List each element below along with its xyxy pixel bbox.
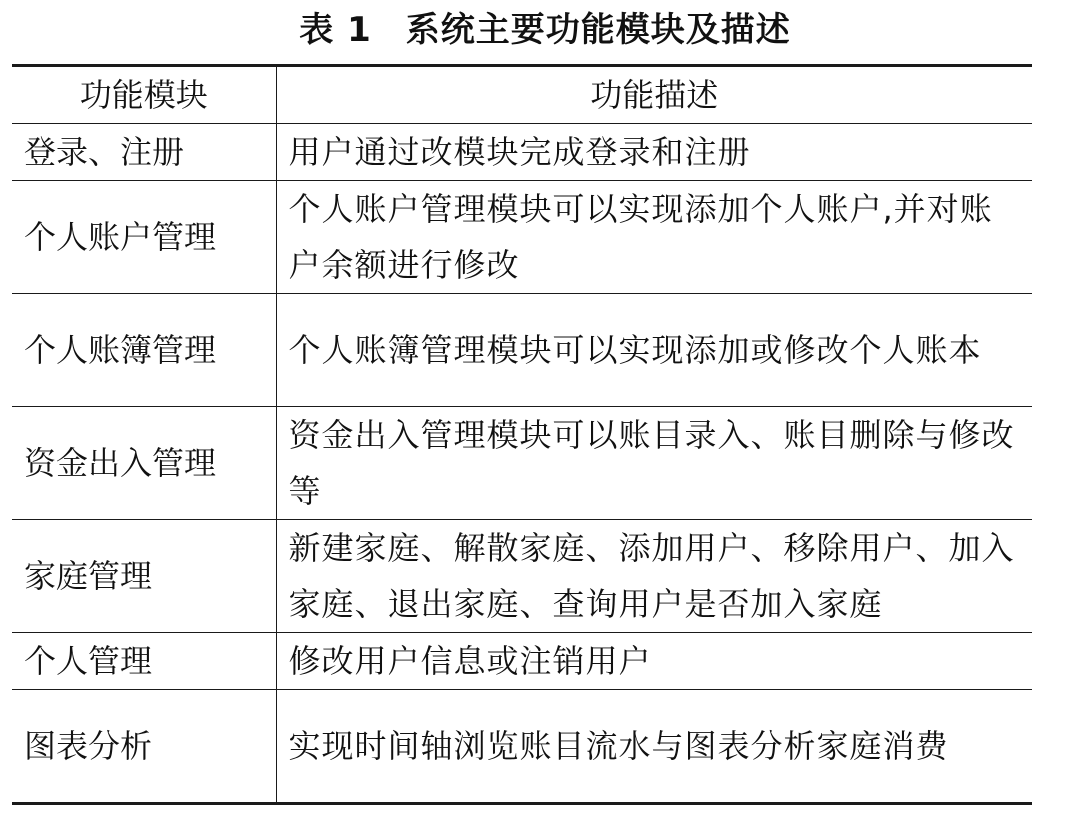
- module-cell: 家庭管理: [12, 520, 276, 633]
- description-cell: 个人账簿管理模块可以实现添加或修改个人账本: [276, 294, 1032, 407]
- header-module: 功能模块: [12, 66, 276, 124]
- module-cell: 个人账簿管理: [12, 294, 276, 407]
- description-cell: 实现时间轴浏览账目流水与图表分析家庭消费: [288, 727, 949, 765]
- module-cell: 登录、注册: [12, 124, 276, 181]
- description-cell: 修改用户信息或注销用户: [276, 633, 1032, 690]
- table-row: [12, 181, 1032, 294]
- table-number: 表 1: [299, 10, 372, 50]
- module-cell: 图表分析: [12, 690, 276, 804]
- description-cell: 用户通过改模块完成登录和注册: [276, 124, 1032, 181]
- table-row: [12, 520, 1032, 633]
- table-header-row: [12, 66, 1032, 124]
- module-cell: 个人账户管理: [12, 181, 276, 294]
- table-row: [12, 407, 1032, 520]
- description-cell: 新建家庭、解散家庭、添加用户、移除用户、加入家庭、退出家庭、查询用户是否加入家庭: [276, 520, 1032, 633]
- module-cell: 资金出入管理: [12, 407, 276, 520]
- function-table: [12, 64, 1032, 805]
- table-row: [12, 124, 1032, 181]
- module-cell: 个人管理: [12, 633, 276, 690]
- description-cell: 个人账户管理模块可以实现添加个人账户,并对账户余额进行修改: [276, 181, 1032, 294]
- description-cell: 资金出入管理模块可以账目录入、账目删除与修改等: [276, 407, 1032, 520]
- table-title: 系统主要功能模块及描述: [405, 10, 791, 50]
- header-description: 功能描述: [276, 66, 1032, 124]
- table-row: [12, 294, 1032, 407]
- table-row: [12, 633, 1032, 690]
- table-row: [12, 690, 1032, 804]
- table-caption: [0, 8, 1090, 52]
